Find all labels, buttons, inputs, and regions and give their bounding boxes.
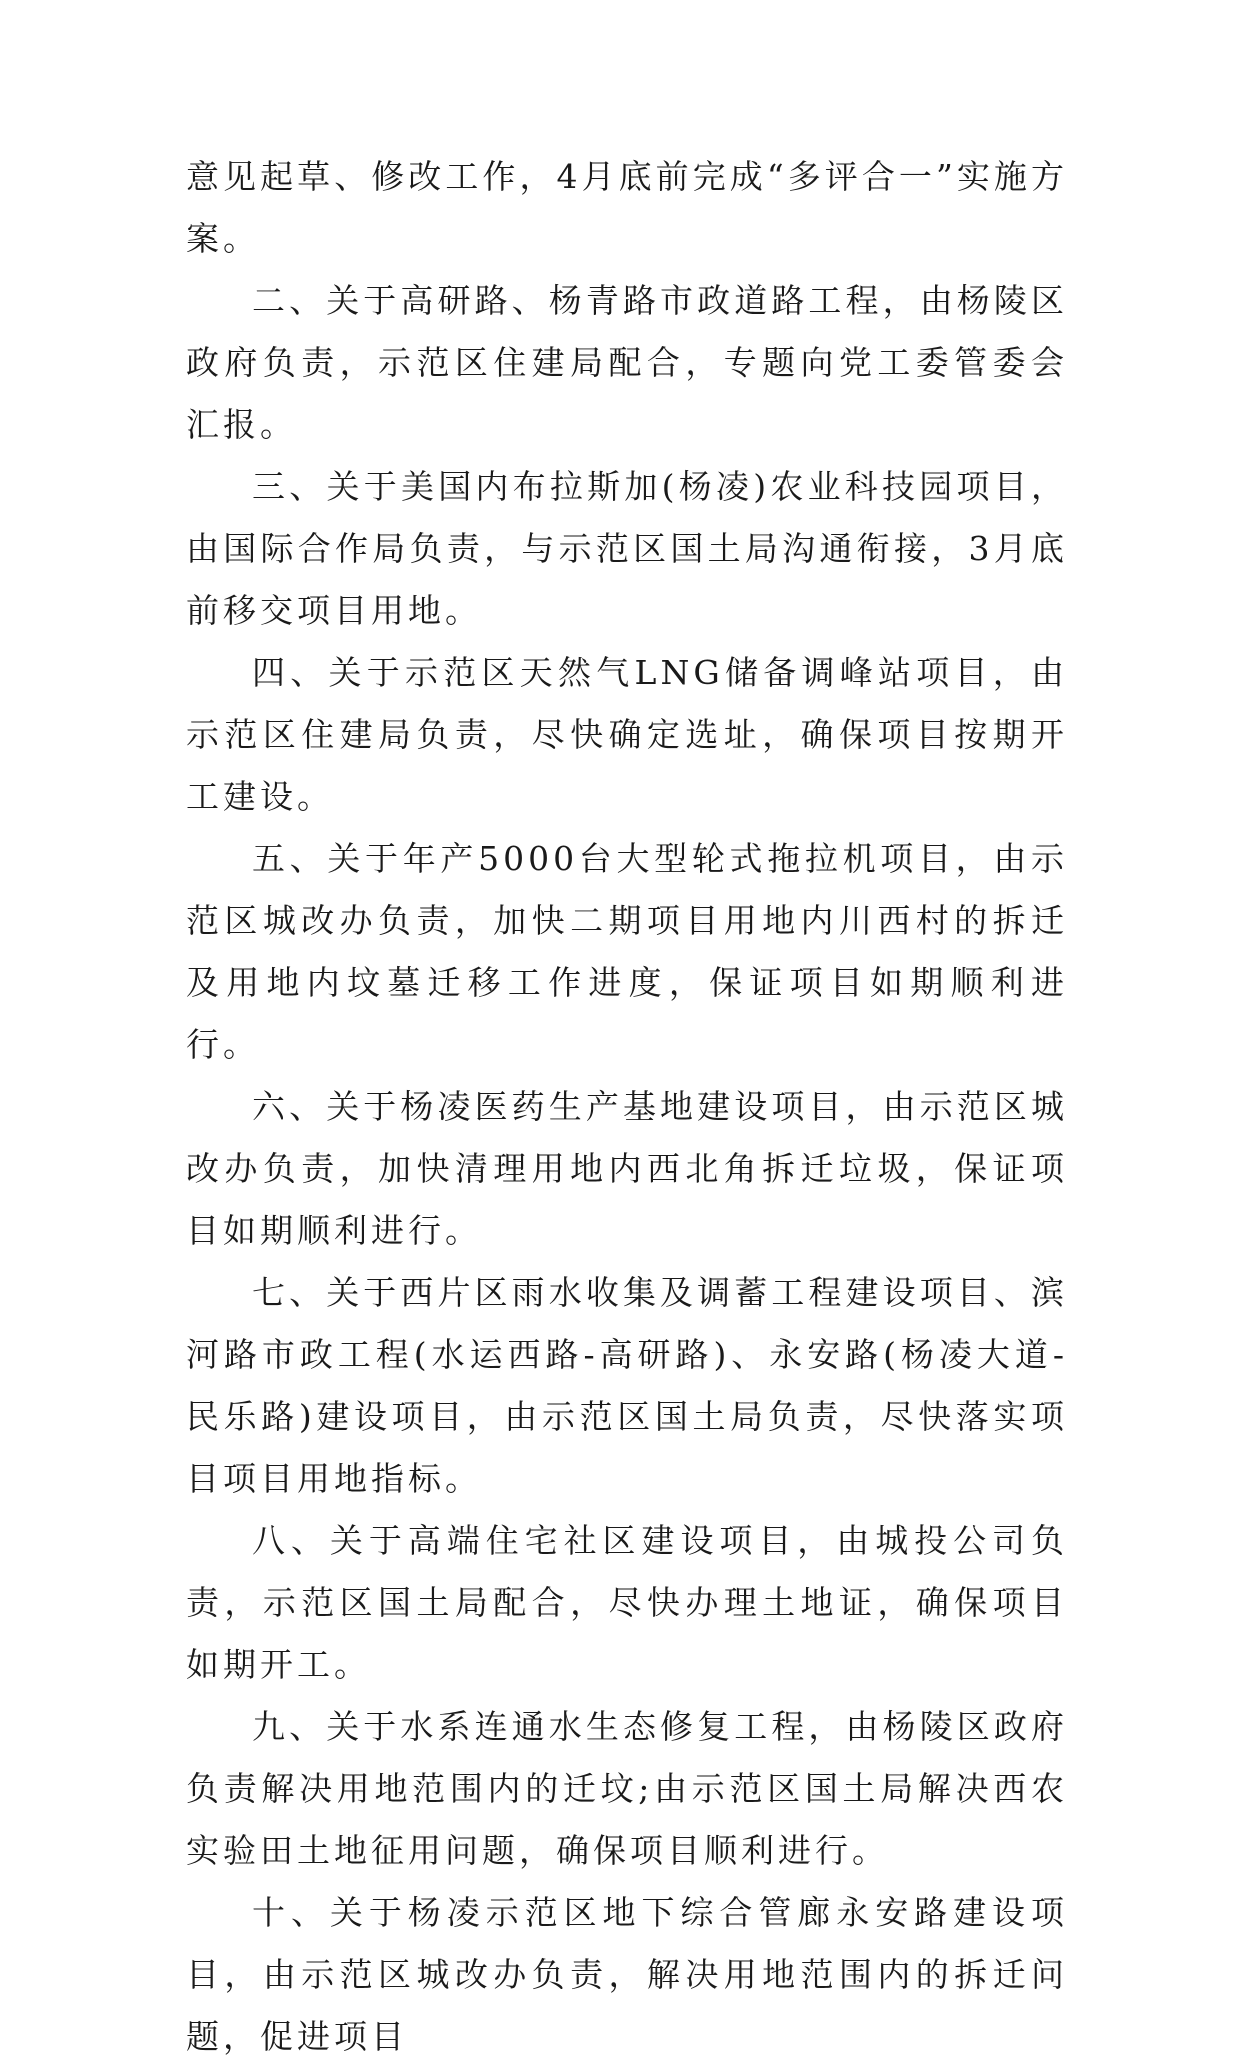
paragraph-item-10: 十、关于杨凌示范区地下综合管廊永安路建设项目，由示范区城改办负责，解决用地范围内的拆迁问题，促进项目 [186,1893,1068,2056]
paragraph-item-8: 八、关于高端住宅社区建设项目，由城投公司负责，示范区国土局配合，尽快办理土地证，确保项目如期开工。 [186,1521,1068,1684]
paragraph-item-2: 二、关于高研路、杨青路市政道路工程，由杨陵区政府负责，示范区住建局配合，专题向党工委管委会汇报。 [186,281,1068,444]
paragraph-item-5: 五、关于年产5000台大型轮式拖拉机项目，由示范区城改办负责，加快二期项目用地内川西村的拆迁及用地内坟墓迁移工作进度，保证项目如期顺利进行。 [186,839,1068,1064]
paragraph-item-7: 七、关于西片区雨水收集及调蓄工程建设项目、滨河路市政工程(水运西路-高研路)、永安路(杨凌大道-民乐路)建设项目，由示范区国土局负责，尽快落实项目项目用地指标。 [186,1273,1068,1498]
paragraph-continuation: 意见起草、修改工作，4月底前完成“多评合一”实施方案。 [186,157,1068,258]
paragraph-item-9: 九、关于水系连通水生态修复工程，由杨陵区政府负责解决用地范围内的迁坟;由示范区国土局解决西农实验田土地征用问题，确保项目顺利进行。 [186,1707,1068,1870]
paragraph-item-4: 四、关于示范区天然气LNG储备调峰站项目，由示范区住建局负责，尽快确定选址，确保项目按期开工建设。 [186,653,1068,816]
document-body [186,146,1068,2068]
paragraph-item-6: 六、关于杨凌医药生产基地建设项目，由示范区城改办负责，加快清理用地内西北角拆迁垃圾，保证项目如期顺利进行。 [186,1087,1068,1250]
paragraph-item-3: 三、关于美国内布拉斯加(杨凌)农业科技园项目，由国际合作局负责，与示范区国土局沟通衔接，3月底前移交项目用地。 [186,467,1068,630]
